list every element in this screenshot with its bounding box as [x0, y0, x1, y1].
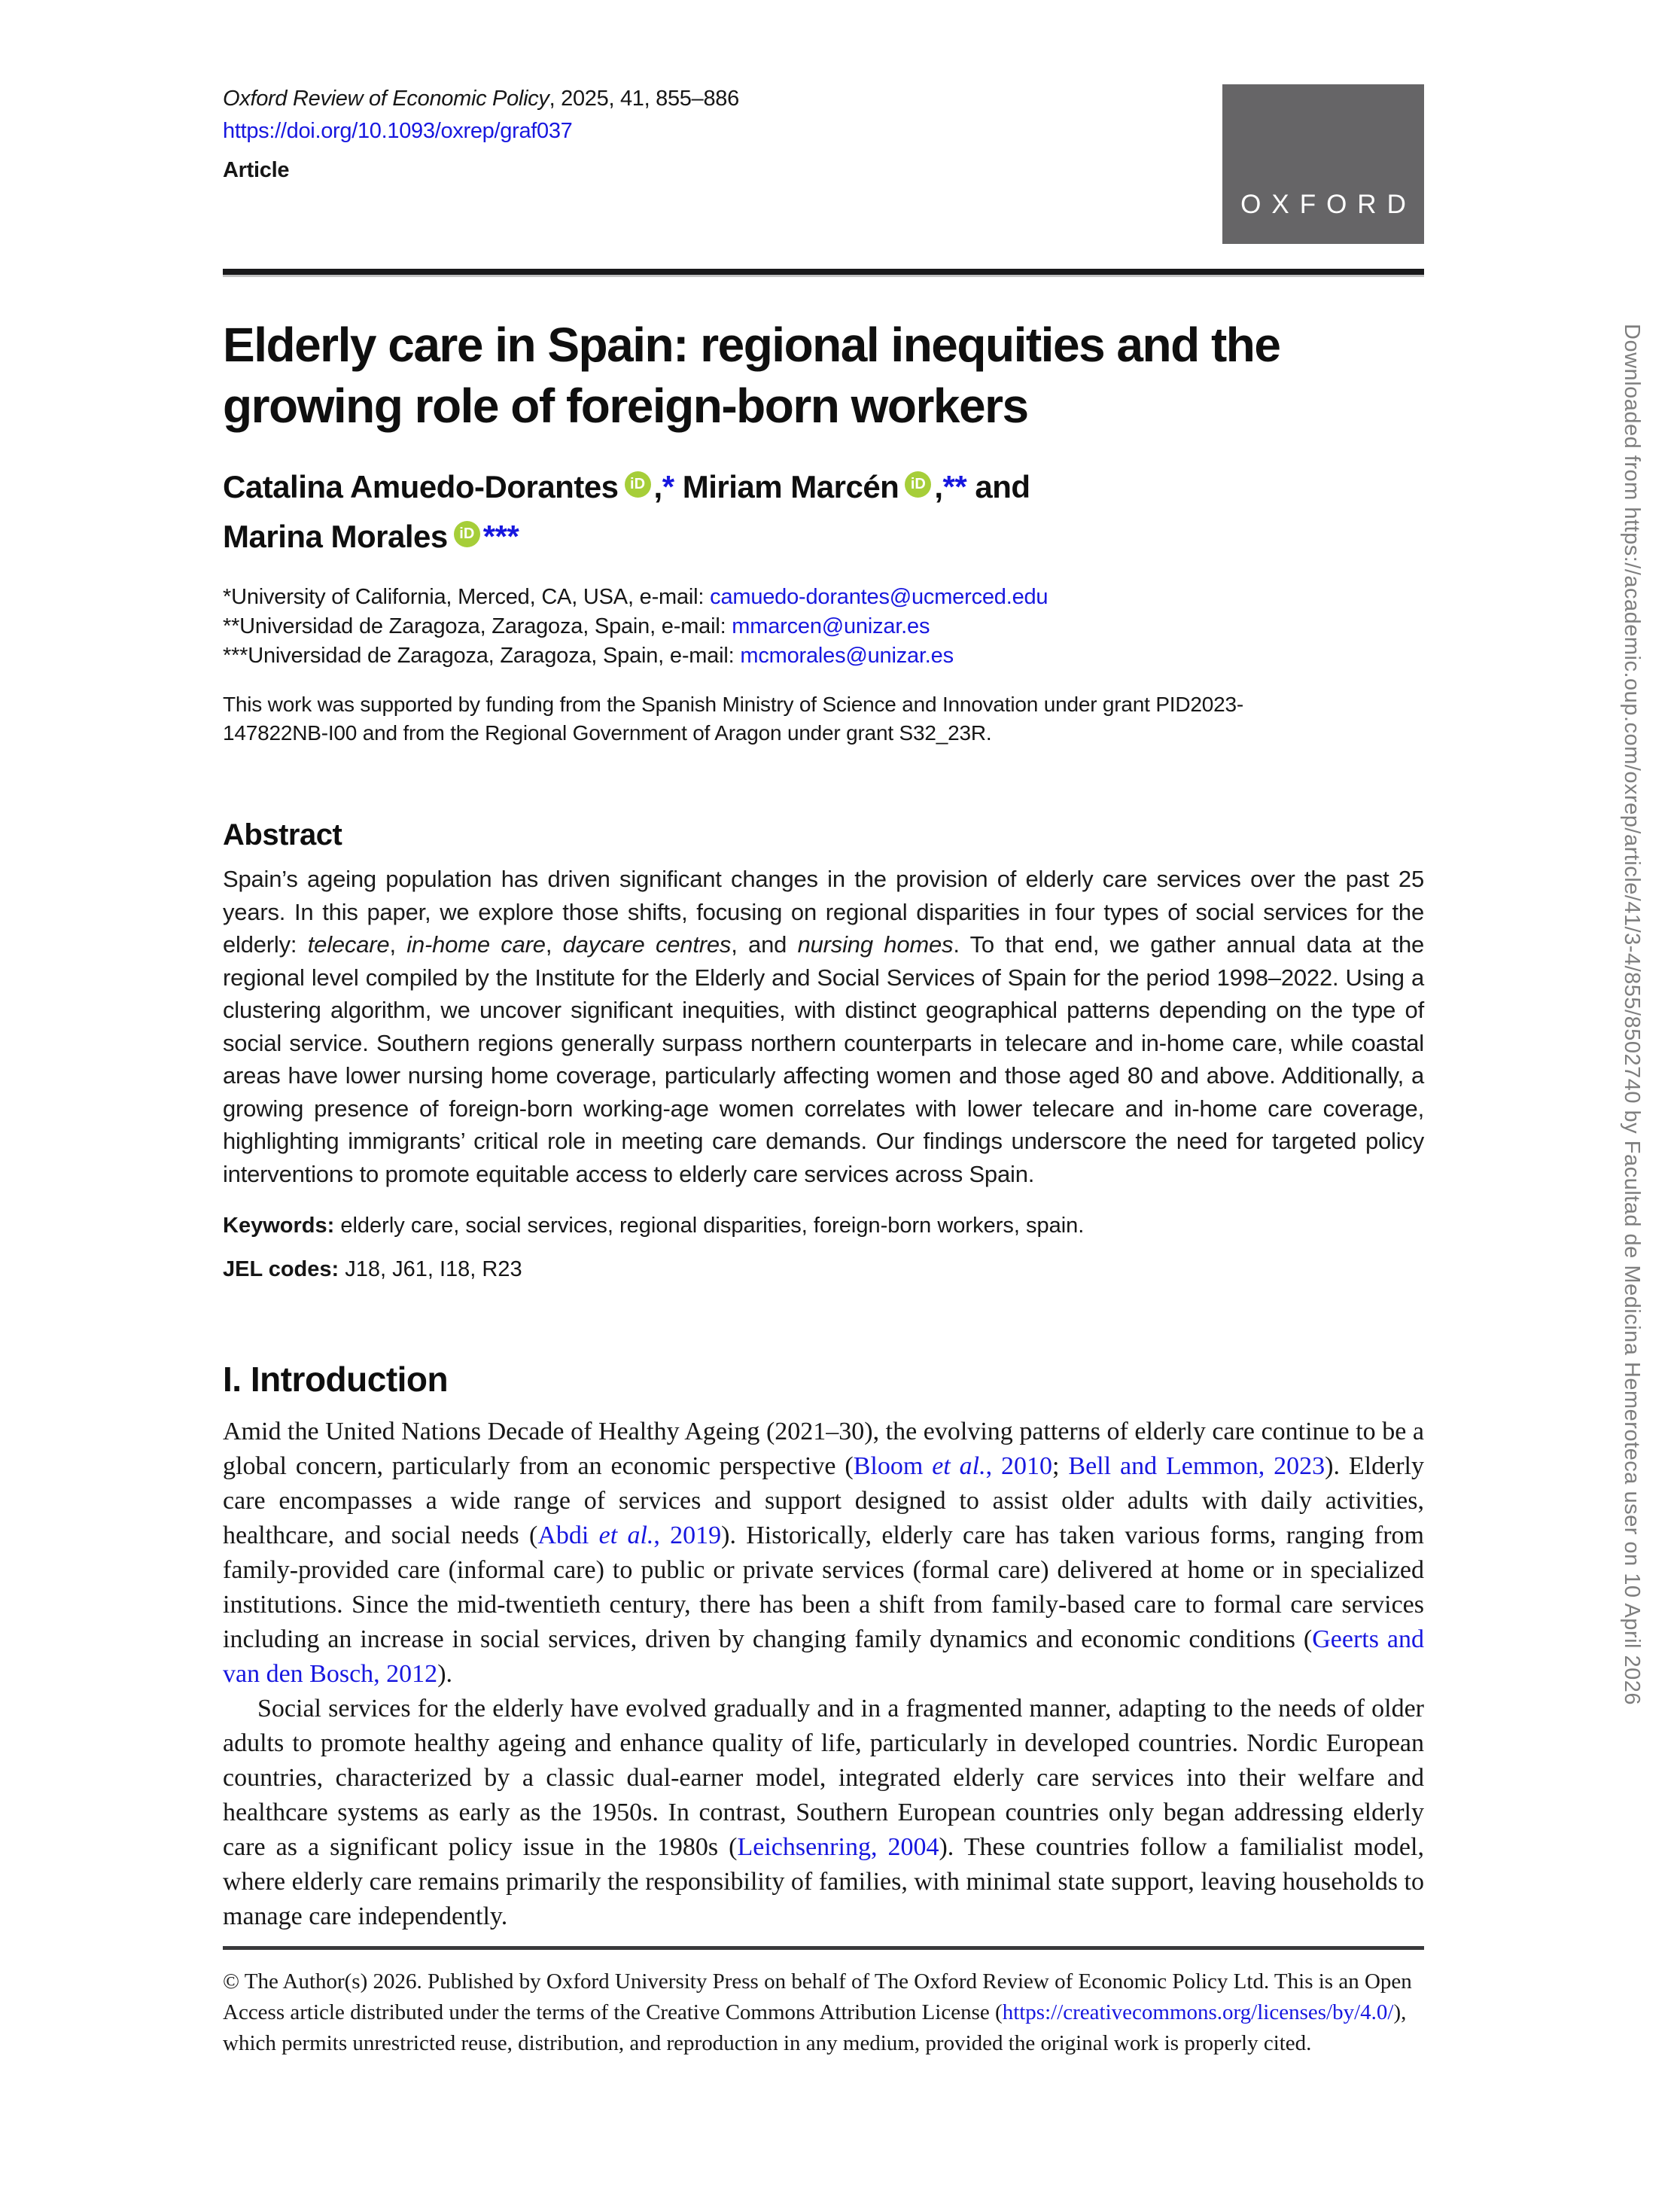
author-name: Catalina Amuedo-Dorantes	[223, 469, 619, 504]
keywords-line: Keywords: elderly care, social services, regional disparities, foreign-born workers, spain.	[223, 1214, 1085, 1238]
footer-rule	[223, 1946, 1424, 1950]
intro-paragraph-2: Social services for the elderly have evolved gradually and in a fragmented manner, adapting to the needs of older adults to promote healthy ageing and enhance quality of life, particularly in developed countries. Nordic European countries, characterized by a classic dual-earner model, integrated elderly care services into their welfare and healthcare systems as early as the 1950s. In contrast, Southern European countries only began addressing elderly care as a significant policy issue in the 1980s (Leichsenring, 2004). These countries follow a familialist model, where elderly care remains primarily the responsibility of families, with minimal state support, leaving households to manage care independently.	[223, 1695, 1424, 1930]
jel-codes-line: JEL codes: J18, J61, I18, R23	[223, 1257, 522, 1281]
abstract-text: Spain’s ageing population has driven significant changes in the provision of elderly care services over the past 25 years. In this paper, we explore those shifts, focusing on regional disparities in four types of social services for the elderly: telecare, in-home care, daycare centres, and nursing homes. To that end, we gather annual data at the regional level compiled by the Institute for the Elderly and Social Services of Spain for the period 1998–2022. Using a clustering algorithm, we uncover significant inequities, with distinct geographical patterns depending on the type of social service. Southern regions generally surpass northern counterparts in telecare and in-home care, while coastal areas have lower nursing home coverage, particularly affecting women and those aged 80 and above. Additionally, a growing presence of foreign-born working-age women correlates with lower telecare and in-home care coverage, highlighting immigrants’ critical role in meeting care demands. Our findings underscore the need for targeted policy interventions to promote equitable access to elderly care services across Spain.	[223, 866, 1425, 1187]
email-link[interactable]: mmarcen@unizar.es	[732, 614, 930, 638]
doi-link[interactable]: https://doi.org/10.1093/oxrep/graf037	[223, 119, 573, 143]
author-name: Miriam Marcén	[674, 469, 899, 504]
citation-link[interactable]: Abdi	[537, 1521, 599, 1549]
author-line-1: Catalina Amuedo-Dorantes iD ,* Miriam Marcén iD ,** and	[223, 469, 1030, 504]
copyright-note: © The Author(s) 2026. Published by Oxford University Press on behalf of The Oxford Review of Economic Policy Ltd. This is an Open Access article distributed under the terms of the Creative Commons Attribution License (https://creativecommons.org/licenses/by/4.0/), which permits unrestricted reuse, distribution, and reproduction in any medium, provided the original work is properly cited.	[223, 1969, 1412, 2055]
orcid-icon[interactable]: iD	[905, 471, 931, 498]
citation-link[interactable]: Geerts and van den Bosch, 2012	[223, 1625, 1424, 1688]
email-link[interactable]: camuedo-dorantes@ucmerced.edu	[710, 585, 1048, 609]
affiliation-line-1: *University of California, Merced, CA, USA, e-mail: camuedo-dorantes@ucmerced.edu	[223, 585, 1048, 609]
author-marker: ***	[482, 519, 519, 554]
author-marker: **	[942, 469, 967, 504]
journal-citation: Oxford Review of Economic Policy, 2025, 41, 855–886	[223, 87, 739, 111]
download-watermark: Downloaded from https://academic.oup.com/oxrep/article/41/3-4/855/8502740 by Facultad de Medicina Hemeroteca user on 10 April 2026	[1620, 324, 1644, 1706]
oxford-logo	[1222, 84, 1424, 244]
author-line-2	[223, 512, 1424, 562]
email-link[interactable]: mcmorales@unizar.es	[740, 644, 954, 668]
citation-link[interactable]: Bell and Lemmon, 2023	[1068, 1452, 1325, 1480]
header-rule	[223, 269, 1424, 277]
citation-link[interactable]: et al.	[932, 1452, 986, 1480]
author-name: Marina Morales	[223, 519, 448, 554]
author-marker: *	[662, 469, 674, 504]
citation-link[interactable]: Leichsenring, 2004	[737, 1833, 939, 1861]
license-link[interactable]: https://creativecommons.org/licenses/by/4.0/	[1002, 2000, 1394, 2024]
orcid-icon[interactable]: iD	[625, 471, 651, 498]
page-title: Elderly care in Spain: regional inequities and the growing role of foreign-born workers	[223, 318, 1280, 433]
affiliations	[223, 583, 1424, 671]
intro-paragraph-1: Amid the United Nations Decade of Healthy Ageing (2021–30), the evolving patterns of elderly care continue to be a global concern, particularly from an economic perspective (Bloom et al., 2010; Bell and Lemmon, 2023). Elderly care encompasses a wide range of services and support designed to assist older adults with daily activities, healthcare, and social needs (Abdi et al., 2019). Historically, elderly care has taken various forms, ranging from family-provided care (informal care) to public or private services (formal care) delivered at home or in specialized institutions. Since the mid-twentieth century, there has been a shift from family-based care to formal care services including an increase in social services, driven by changing family dynamics and economic conditions (Geerts and van den Bosch, 2012).	[223, 1418, 1424, 1688]
article-type-label: Article	[223, 158, 290, 182]
affiliation-line-2: **Universidad de Zaragoza, Zaragoza, Spain, e-mail: mmarcen@unizar.es	[223, 614, 930, 638]
citation-link[interactable]: Bloom	[853, 1452, 933, 1480]
author-list	[223, 462, 1424, 562]
citation-link[interactable]: et al.	[598, 1521, 654, 1549]
abstract-heading: Abstract	[223, 818, 342, 851]
article-content	[223, 0, 1424, 2059]
oxford-logo-text: OXFORD	[1240, 190, 1417, 219]
orcid-icon[interactable]: iD	[454, 521, 480, 547]
affiliation-line-3: ***Universidad de Zaragoza, Zaragoza, Spain, e-mail: mcmorales@unizar.es	[223, 644, 954, 668]
funding-note: This work was supported by funding from the Spanish Ministry of Science and Innovation under grant PID2023-147822NB-I00 and from the Regional Government of Aragon under grant S32_23R.	[223, 693, 1244, 745]
citation-link[interactable]: , 2010	[985, 1452, 1053, 1480]
introduction-heading: I. Introduction	[223, 1360, 449, 1399]
citation-link[interactable]: , 2019	[653, 1521, 722, 1549]
